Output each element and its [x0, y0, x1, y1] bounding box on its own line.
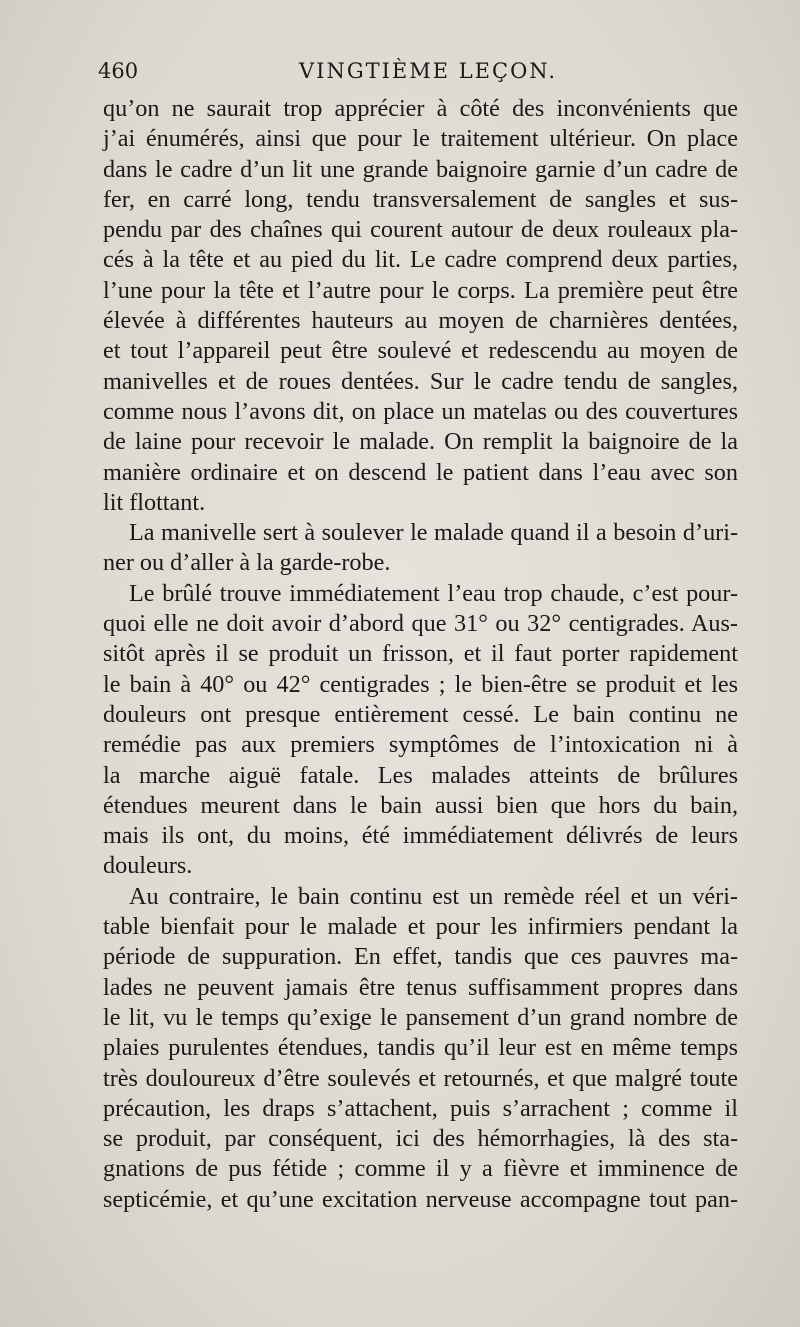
page-number: 460 — [98, 59, 139, 83]
text-line: qu’on ne saurait trop apprécier à côté des inconvénients que — [103, 95, 738, 122]
paragraph — [103, 518, 738, 579]
text-line: remédie pas aux premiers symptômes de l’intoxication ni à — [103, 731, 738, 759]
text-line: de laine pour recevoir le malade. On remplit la baignoire de la — [103, 428, 738, 456]
text-line: cés à la tête et au pied du lit. Le cadre comprend deux parties, — [103, 246, 738, 274]
text-line: très douloureux d’être soulevés et retournés, et que malgré toute — [103, 1064, 738, 1092]
text-line: le bain à 40° ou 42° centigrades ; le bien-être se produit et les — [103, 670, 738, 698]
text-line: table bienfait pour le malade et pour les infirmiers pendant la — [103, 913, 738, 941]
text-line: précaution, les draps s’attachent, puis s’arrachent ; comme il — [103, 1094, 738, 1122]
text-line: douleurs ont presque entièrement cessé. Le bain continu ne — [103, 700, 738, 728]
text-line: septicémie, et qu’une excitation nerveuse accompagne tout pan- — [103, 1185, 738, 1213]
text-line: étendues meurent dans le bain aussi bien que hors du bain, — [103, 791, 738, 819]
body-text — [103, 94, 738, 1215]
text-line: Au contraire, le bain continu est un remède réel et un véri- — [129, 882, 738, 910]
text-line: le lit, vu le temps qu’exige le pansement d’un grand nombre de — [103, 1003, 738, 1031]
text-line: l’une pour la tête et l’autre pour le corps. La première peut être — [103, 276, 738, 304]
paragraph — [103, 94, 738, 518]
text-line: élevée à différentes hauteurs au moyen de charnières dentées, — [103, 307, 738, 335]
text-line: La manivelle sert à soulever le malade quand il a besoin d’uri- — [129, 519, 738, 547]
text-line: période de suppuration. En effet, tandis que ces pauvres ma- — [103, 943, 738, 971]
paragraph — [103, 579, 738, 882]
text-line: manière ordinaire et on descend le patient dans l’eau avec son — [103, 458, 738, 486]
text-line: pendu par des chaînes qui courent autour de deux rouleaux pla- — [103, 216, 738, 244]
text-line: lit flottant. — [103, 488, 206, 516]
text-line: Le brûlé trouve immédiatement l’eau trop chaude, c’est pour- — [129, 579, 738, 607]
text-line: douleurs. — [103, 852, 193, 880]
text-line: manivelles et de roues dentées. Sur le cadre tendu de sangles, — [103, 367, 738, 395]
text-line: j’ai énumérés, ainsi que pour le traitement ultérieur. On place — [103, 125, 738, 153]
text-line: la marche aiguë fatale. Les malades atteints de brûlures — [103, 761, 738, 789]
paragraph — [103, 882, 738, 1215]
text-line: lades ne peuvent jamais être tenus suffisamment propres dans — [103, 973, 738, 1001]
text-line: gnations de pus fétide ; comme il y a fièvre et imminence de — [103, 1155, 738, 1183]
text-line: ner ou d’aller à la garde-robe. — [103, 549, 391, 577]
page-header — [98, 56, 738, 86]
text-line: mais ils ont, du moins, été immédiatement délivrés de leurs — [103, 822, 738, 850]
text-line: se produit, par conséquent, ici des hémorrhagies, là des sta- — [103, 1125, 738, 1153]
text-line: sitôt après il se produit un frisson, et il faut porter rapidement — [103, 640, 738, 668]
text-line: comme nous l’avons dit, on place un matelas ou des couvertures — [103, 397, 738, 425]
text-line: et tout l’appareil peut être soulevé et redescendu au moyen de — [103, 337, 738, 365]
running-title: VINGTIÈME LEÇON. — [298, 59, 558, 83]
text-line: fer, en carré long, tendu transversalement de sangles et sus- — [103, 185, 738, 213]
text-line: quoi elle ne doit avoir d’abord que 31° ou 32° centigrades. Aus- — [103, 610, 738, 638]
text-line: dans le cadre d’un lit une grande baignoire garnie d’un cadre de — [103, 155, 738, 183]
text-line: plaies purulentes étendues, tandis qu’il leur est en même temps — [103, 1034, 738, 1062]
